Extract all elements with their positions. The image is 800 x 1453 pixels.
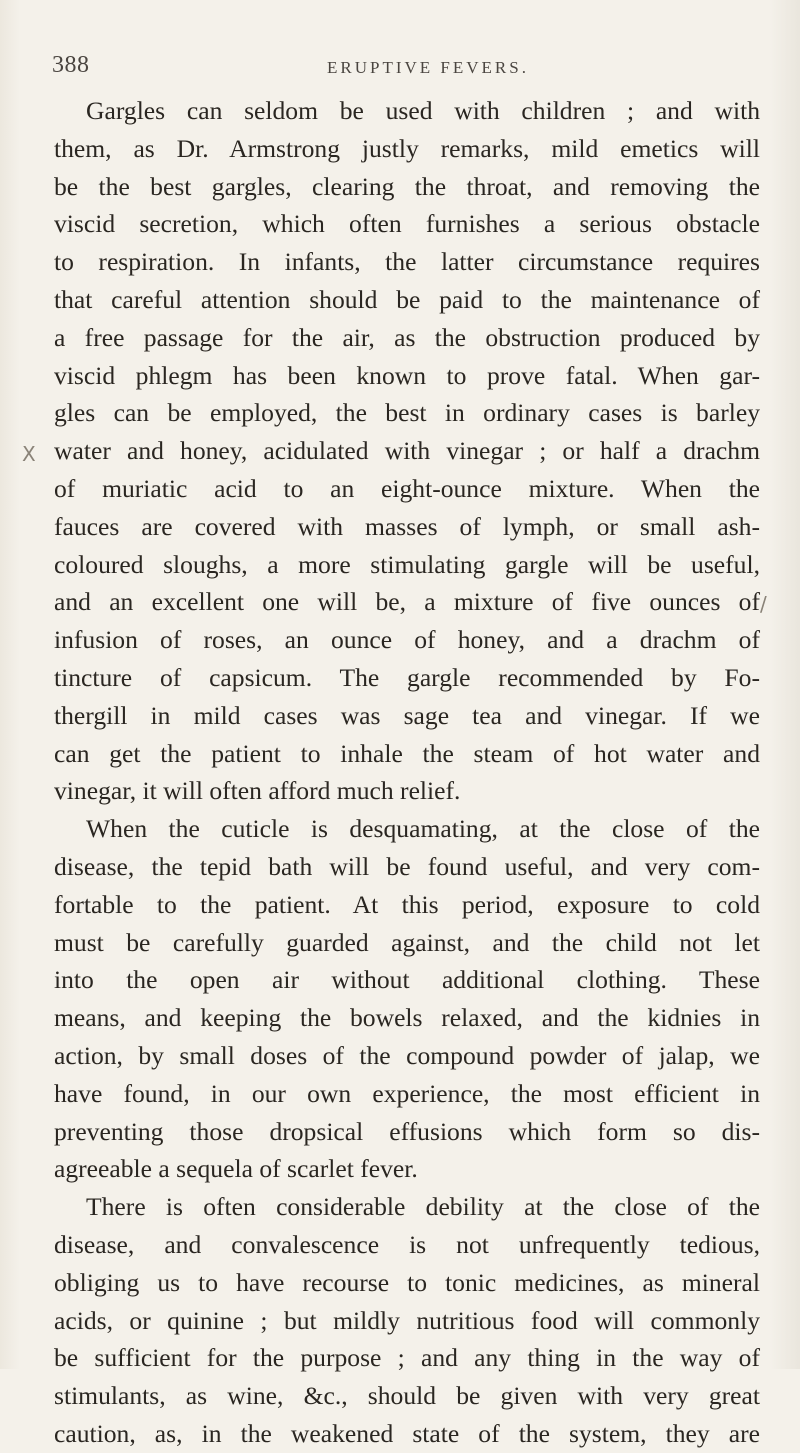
text-line: them, as Dr. Armstrong justly remarks, mild emetics will: [54, 133, 760, 163]
text-line: fortable to the patient. At this period, exposure to cold: [54, 889, 760, 919]
text-line: coloured sloughs, a more stimulating gargle will be useful,: [54, 549, 760, 579]
text-line: must be carefully guarded against, and the child not let: [54, 927, 760, 957]
text-line: can get the patient to inhale the steam of hot water and: [54, 738, 760, 768]
margin-mark-left: X: [22, 442, 36, 466]
text-line: disease, and convalescence is not unfrequently tedious,: [54, 1229, 760, 1259]
text-line: vinegar, it will often afford much relief.: [54, 776, 461, 806]
text-line: into the open air without additional clothing. These: [54, 965, 760, 995]
text-line: be the best gargles, clearing the throat, and removing the: [54, 171, 760, 201]
text-line: stimulants, as wine, &c., should be given with very great: [54, 1381, 760, 1411]
text-line: agreeable a sequela of scarlet fever.: [54, 1154, 418, 1184]
page-edge-shadow: [770, 0, 800, 1369]
text-line: acids, or quinine ; but mildly nutritious food will commonly: [54, 1305, 760, 1335]
text-line: When the cuticle is desquamating, at the close of the: [86, 814, 760, 844]
text-line: tincture of capsicum. The gargle recommended by Fo-: [54, 662, 760, 692]
text-line: of muriatic acid to an eight-ounce mixture. When the: [54, 473, 760, 503]
text-line: gles can be employed, the best in ordinary cases is barley: [54, 398, 760, 428]
text-line: to respiration. In infants, the latter circumstance requires: [54, 247, 760, 277]
text-line: means, and keeping the bowels relaxed, and the kidnies in: [54, 1003, 760, 1033]
running-head: [52, 52, 752, 86]
text-line: viscid secretion, which often furnishes a serious obstacle: [54, 209, 760, 239]
margin-mark-right: /: [760, 592, 767, 616]
text-line: Gargles can seldom be used with children ; and with: [86, 96, 760, 125]
page-gutter-shadow: [0, 0, 20, 1369]
text-line: viscid phlegm has been known to prove fatal. When gar-: [54, 360, 760, 390]
text-line: be sufficient for the purpose ; and any thing in the way of: [54, 1343, 760, 1373]
text-line: preventing those dropsical effusions which form so dis-: [54, 1116, 760, 1146]
text-line: water and honey, acidulated with vinegar ; or half a drachm: [54, 436, 760, 466]
text-line: action, by small doses of the compound powder of jalap, we: [54, 1040, 760, 1070]
text-line: obliging us to have recourse to tonic medicines, as mineral: [54, 1267, 760, 1297]
text-line: caution, as, in the weakened state of the system, they are: [54, 1418, 760, 1448]
text-line: have found, in our own experience, the most efficient in: [54, 1078, 760, 1108]
body-text: [54, 92, 760, 1453]
text-line: thergill in mild cases was sage tea and vinegar. If we: [54, 700, 760, 730]
running-title: ERUPTIVE FEVERS.: [327, 58, 529, 77]
text-line: infusion of roses, an ounce of honey, and a drachm of: [54, 625, 760, 655]
text-line: that careful attention should be paid to the maintenance of: [54, 284, 760, 314]
text-line: fauces are covered with masses of lymph, or small ash-: [54, 511, 760, 541]
text-line: There is often considerable debility at the close of the: [86, 1192, 760, 1222]
page-number: 388: [52, 52, 90, 78]
text-line: disease, the tepid bath will be found useful, and very com-: [54, 851, 760, 881]
text-line: a free passage for the air, as the obstruction produced by: [54, 322, 760, 352]
text-line: and an excellent one will be, a mixture of five ounces of: [54, 587, 760, 617]
